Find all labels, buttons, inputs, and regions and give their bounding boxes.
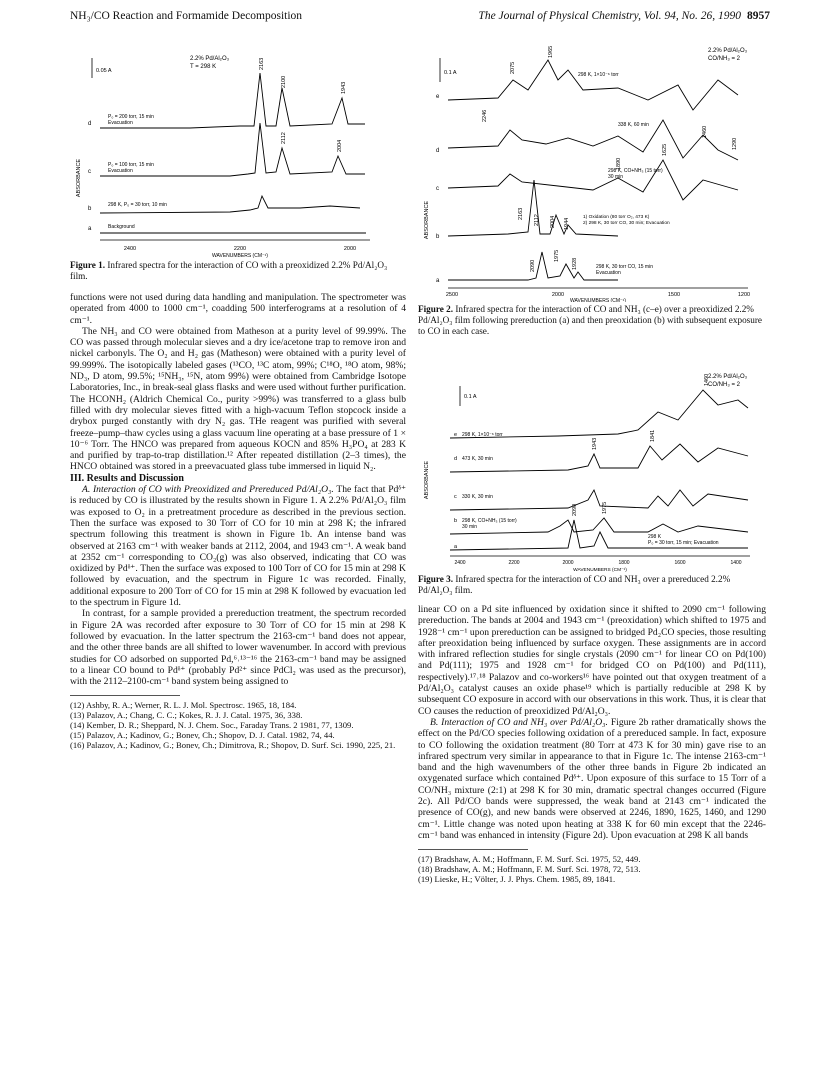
- fig2-letter-b: b: [436, 234, 440, 240]
- fig3-label-d: 473 K, 30 min: [462, 456, 493, 462]
- section-heading: III. Results and Discussion: [70, 472, 184, 484]
- fig1-label-d: P₀ = 200 torr, 15 min Evacuation: [108, 114, 154, 126]
- fig3-peak-1943: 1943: [592, 437, 598, 450]
- fig1-caption-text: Infrared spectra for the interaction of CO with a preoxidized 2.2% Pd/Al₂O₃ film.: [70, 260, 388, 281]
- fig2-trace-d: [448, 120, 738, 160]
- figure-1: [70, 48, 406, 258]
- fig3-label-b: 298 K, CO+NH₃ (15 torr) 30 min: [462, 518, 517, 530]
- fig2-peak-1975: 1975: [554, 249, 560, 262]
- fig1-letter-c: c: [88, 169, 91, 175]
- fig3-caption-num: Figure 3.: [418, 574, 454, 584]
- left-column: [70, 292, 406, 750]
- fig3-label-e: 298 K, 1×10⁻⁶ torr: [462, 432, 503, 438]
- fig1-trace-c: [100, 123, 365, 176]
- fig3-letter-b: b: [454, 518, 458, 524]
- fig1-label-c: P₀ = 100 torr, 15 min Evacuation: [108, 162, 154, 174]
- fig1-peak-2163: 2163: [259, 57, 265, 70]
- fig2-label-d: 338 K, 60 min: [618, 122, 649, 128]
- fig1-scale-label: 0.05 A: [96, 68, 112, 74]
- fig2-peak-2163: 2163: [518, 207, 524, 220]
- fig2-label-e: 298 K, 1×10⁻⁶ torr: [578, 72, 619, 78]
- fig2-trace-c: [448, 157, 738, 200]
- figure-1-caption: [70, 260, 406, 282]
- ref-17: (17) Bradshaw, A. M.; Hoffmann, F. M. Surf. Sci. 1975, 52, 449.: [418, 854, 641, 865]
- fig2-peak-1928: 1928: [572, 257, 578, 270]
- ref-19: (19) Lieske, H.; Völter, J. J. Phys. Chem. 1985, 89, 1841.: [418, 874, 616, 885]
- fig3-tick-1800: 1800: [618, 560, 630, 566]
- ref-12: (12) Ashby, R. A.; Werner, R. L. J. Mol. Spectrosc. 1965, 18, 184.: [70, 700, 297, 711]
- fig3-scale-label: 0.1 A: [464, 394, 477, 400]
- fig2-letter-a: a: [436, 278, 440, 284]
- fig2-xlabel: WAVENUMBERS (CM⁻¹): [570, 298, 626, 302]
- figure-2-caption: [418, 304, 766, 337]
- fig1-tick-2400: 2400: [123, 246, 137, 252]
- fig3-peak-1975: 1975: [602, 501, 608, 514]
- fig2-trace-e: [448, 60, 738, 110]
- fig2-peak-1890: 1890: [616, 157, 622, 170]
- fig3-letter-d: d: [454, 456, 458, 462]
- subsection-a: A. Interaction of CO with Preoxidized and Prereduced Pd/Al₂O₃.: [82, 484, 334, 496]
- fig2-peak-1944: 1944: [564, 217, 570, 230]
- right-references: [418, 854, 766, 884]
- fig2-letter-e: e: [436, 94, 440, 100]
- right-p2: B. Interaction of CO and NH₃ over Pd/Al₂O₃. Figure 2b rather dramatically shows the effect on the Pd/CO species following oxidation of a prereduced sample. In fact, exposure to CO following the oxidation treatment (80 Torr at 473 K for 30 min) gave rise to an infrared spectrum very similar in appearance to that in Figure 1c. The intense 2163-cm⁻¹ band and the high wavenumbers of the other three bands in Figure 2b indicated an oxygenated surface which contained Pdᵟ⁺. Upon exposure of this surface to 15 Torr of a CO/NH₃ mixture (2:1) at 298 K for 30 min, dramatic spectral changes occurred (Figure 2c). All Pd/CO bands were suppressed, the weak band at 2143 cm⁻¹ indicated the presence of CO(g), and new bands were observed at 2246, 1890, 1625, 1460, and 1290 cm⁻¹. Little change was noted upon heating at 338 K for 60 min except that the 2246-cm⁻¹ band was enhanced in intensity (Figure 2d). Upon evacuation at 298 K all bands: [418, 716, 766, 841]
- header-title: NH₃/CO Reaction and Formamide Decomposition: [70, 10, 303, 22]
- fig3-trace-e: [450, 390, 748, 438]
- fig1-xlabel: WAVENUMBERS (CM⁻¹): [212, 253, 268, 258]
- fig1-tick-2000: 2000: [343, 246, 357, 252]
- left-p1: functions were not used during data handling and manipulation. The spectrometer was operated from 4000 to 1000 cm⁻¹, coadding 500 interferograms at a resolution of 4 cm⁻¹.: [70, 292, 406, 326]
- figure-2: [418, 40, 766, 302]
- fig3-peak-1841: 1841: [650, 429, 656, 442]
- fig1-peak-1943: 1943: [341, 81, 347, 94]
- fig1-letter-d: d: [88, 121, 92, 127]
- fig1-tick-2200: 2200: [233, 246, 247, 252]
- fig1-letter-b: b: [88, 206, 92, 212]
- fig2-label-c: 298 K, CO+NH₃ (15 torr) 30 min: [608, 168, 663, 180]
- fig3-tick-2000: 2000: [562, 560, 574, 566]
- fig3-letter-e: e: [454, 432, 458, 438]
- fig3-peak-2090: 2090: [572, 503, 578, 516]
- fig2-tick-1200: 1200: [737, 292, 751, 298]
- subsection-b: B. Interaction of CO and NH₃ over Pd/Al₂O₃.: [430, 716, 608, 728]
- fig2-ylabel: ABSORBANCE: [424, 200, 430, 240]
- fig1-label-b: 298 K, P₀ = 30 torr, 10 min: [108, 202, 167, 208]
- fig2-peak-1625: 1625: [662, 143, 668, 156]
- fig2-peak-1460: 1460: [702, 125, 708, 138]
- fig3-ylabel: ABSORBANCE: [424, 460, 430, 500]
- left-p4: In contrast, for a sample provided a prereduction treatment, the spectrum recorded in Figure 2A was recorded after exposure to 30 Torr of CO for 15 min at 298 K followed by evacuation. In the latter spectrum the 2163-cm⁻¹ band does not appear, and the other three bands are all shifted to lower wavenumber. In accord with previous studies for CO adsorbed on supported Pd,⁶˒¹³⁻¹⁶ the 2163-cm⁻¹ band may be assigned to a linear CO bound to Pdᵟ⁺ (probably Pd²⁺ since PdCl₂ was used as the precursor), with the 2112–2100-cm⁻¹ band system being assigned to: [70, 608, 406, 688]
- ref-13: (13) Palazov, A.; Chang, C. C.; Kokes, R. J. J. Catal. 1975, 36, 338.: [70, 710, 303, 721]
- left-references: [70, 700, 406, 750]
- figure-2-plot: [418, 40, 766, 302]
- fig2-title2: CO/NH₃ = 2: [708, 56, 740, 62]
- fig2-tick-2000: 2000: [551, 292, 565, 298]
- fig3-tick-2200: 2200: [508, 560, 520, 566]
- fig1-label-a: Background: [108, 224, 135, 230]
- fig2-peak-1965: 1965: [548, 45, 554, 58]
- ref-16: (16) Palazov, A.; Kadinov, G.; Bonev, Ch.; Dimitrova, R.; Shopov, D. Surf. Sci. 1990, 225, 21.: [70, 740, 396, 751]
- fig2-trace-b: [448, 180, 618, 236]
- fig2-title1: 2.2% Pd/Al₂O₃: [708, 48, 748, 54]
- ref-15: (15) Palazov, A.; Kadinov, G.; Bonev, Ch.; Shopov, D. J. Catal. 1982, 74, 44.: [70, 730, 335, 741]
- ref-18: (18) Bradshaw, A. M.; Hoffmann, F. M. Surf. Sci. 1978, 72, 513.: [418, 864, 641, 875]
- fig2-peak-2090: 2090: [530, 259, 536, 272]
- figure-3: [418, 350, 766, 572]
- fig3-title2: CO/NH₃ = 2: [708, 382, 740, 388]
- fig3-letter-c: c: [454, 494, 457, 500]
- figure-3-caption: [418, 574, 766, 596]
- fig1-letter-a: a: [88, 226, 92, 232]
- fig3-trace-c: [450, 490, 748, 510]
- figure-3-plot: [418, 350, 766, 572]
- fig2-label-b: 1) Oxidation (80 torr O₂, 473 K) 2) 298 K, 30 torr CO, 30 min; Evacuation: [583, 215, 670, 226]
- fig3-label-c: 330 K, 30 min: [462, 494, 493, 500]
- figure-1-plot: [70, 48, 406, 258]
- fig2-caption-text: Infrared spectra for the interaction of CO and NH₃ (c–e) over a preoxidized 2.2% Pd/Al₂O₃ film following prereduction (a) and then preoxidation (b) with subsequent exposure to CO in each case.: [418, 304, 762, 336]
- footnote-rule-left: [70, 695, 180, 696]
- fig2-label-a: 298 K, 30 torr CO, 15 min Evacuation: [596, 264, 653, 276]
- page-number: 8957: [747, 10, 770, 22]
- fig3-letter-a: a: [454, 544, 458, 550]
- fig1-title2: T = 298 K: [190, 64, 217, 70]
- right-column: [418, 604, 766, 884]
- footnote-rule-right: [418, 849, 528, 850]
- running-header: [70, 10, 770, 26]
- fig2-peak-1290: 1290: [732, 137, 738, 150]
- fig3-tick-1600: 1600: [674, 560, 686, 566]
- fig3-trace-d: [450, 444, 748, 472]
- ref-14: (14) Kember, D. R.; Sheppard, N. J. Chem. Soc., Faraday Trans. 2 1981, 77, 1309.: [70, 720, 354, 731]
- fig2-peak-2075: 2075: [510, 61, 516, 74]
- right-p1: linear CO on a Pd site influenced by oxidation since it shifted to 2090 cm⁻¹ following prereduction. The bands at 2004 and 1943 cm⁻¹ (preoxidation) which shifted to 1975 and 1928⁻¹ cm⁻¹ upon prereduction can be assigned to bridged Pd₂CO species, those resulting after preoxidation being influenced by surface oxygen. These assignments are in accord with infrared reflection studies for single crystals (2090 cm⁻¹ for linear CO on Pd(100) and Pd(111); 1975 and 1928 cm⁻¹ for bridged CO on Pd(100) and Pd(111), respectively).¹⁷˒¹⁸ Palazov and co-workers¹⁶ have pointed out that oxygen treatment of a Pd/Al₂O₃ catalyst causes an oxide phase¹⁹ which is partially reducible at 298 K by subsequent CO exposure in accord with our observations in this work. Thus, it is clear that CO causes the reduction of preoxidized Pd/Al₂O₃.: [418, 604, 766, 717]
- fig2-peak-2004: 2004: [550, 215, 556, 228]
- fig2-letter-c: c: [436, 186, 439, 192]
- fig3-caption-text: Infrared spectra for the interaction of CO and NH₃ over a prereduced 2.2% Pd/Al₂O₃ film.: [418, 574, 731, 595]
- fig1-peak-2100: 2100: [281, 75, 287, 88]
- fig2-tick-1500: 1500: [667, 292, 681, 298]
- fig3-peak-1460: 1460: [704, 373, 710, 386]
- fig3-tick-1400: 1400: [730, 560, 742, 566]
- fig2-peak-2246: 2246: [482, 109, 488, 122]
- fig1-peak-2112: 2112: [281, 132, 287, 144]
- fig2-letter-d: d: [436, 148, 440, 154]
- left-p3: A. Interaction of CO with Preoxidized and Prereduced Pd/Al₂O₃. The fact that Pdᵟ⁺ is reduced by CO is illustrated by the results shown in Figure 1. A 2.2% Pd/Al₂O₃ film was exposed to O₂ in a pretreatment procedure as described in the previous section. Then the surface was exposed to 30 Torr of CO for 10 min at 298 K; the infrared spectrum following this treatment is shown in Figure 1b. An intense band was observed at 2163 cm⁻¹ with weaker bands at 2112, 2004, and 1943 cm⁻¹. A weak band at 2352 cm⁻¹ corresponding to CO₂(g) was also observed, indicating that CO was oxidized by Pdᵟ⁺. Then the surface was exposed to 100 Torr of CO for 15 min at 298 K followed by evacuation, and the spectrum in Figure 1c was recorded. Finally, additional exposure to 200 Torr of CO for 15 min at 298 K followed by evacuation led to the spectrum in Figure 1d.: [70, 484, 407, 609]
- left-p2: The NH₃ and CO were obtained from Matheson at a purity level of 99.99%. The CO was passed through molecular sieves and a dry ice/acetone trap to remove iron and nickel carbonyls. The O₂ and H₂ gas (Matheson) were obtained with a purity level of 99.999%. The isotopically labeled gases (¹³CO, ¹³C atom, 99%; C¹⁸O, ¹⁸O atom, 98%; ND₃, D atom, 99.5%; ¹⁵NH₃, ¹⁵N, atom 99%) were obtained from Cambridge Isotope Laboratories, Inc., in break-seal glass flasks and were used without further purification. The HCONH₂ (Aldrich Chemical Co., purity >99%) was transferred to a glass bulb filled with dry molecular sieves fitted with a high-vacuum Teflon stopcock inside a drybox purged constantly with dry N₂ gas. THe reagent was purified with several freeze–pump–thaw cycles using a glass vacuum line operating at a base pressure of 1 × 10⁻⁶ Torr. The HNCO was prepared from aqueous KOCN and 85% H₃PO₄ at 283 K and purified by trap-to-trap distillation.¹² After repeated distillation (2–3 times), the HNCO obtained was stored in a preevacuated glass tube immersed in liquid N₂.: [70, 325, 406, 473]
- fig2-scale-label: 0.1 A: [444, 70, 457, 76]
- fig3-label-a: 298 K P₀ = 30 torr, 15 min; Evacuation: [648, 534, 719, 546]
- fig1-caption-num: Figure 1.: [70, 260, 106, 270]
- fig3-xlabel: WAVENUMBERS (CM⁻¹): [573, 568, 627, 572]
- fig3-title1: 2.2% Pd/Al₂O₃: [708, 374, 748, 380]
- fig3-tick-2400: 2400: [454, 560, 466, 566]
- fig1-title1: 2.2% Pd/Al₂O₃: [190, 56, 230, 62]
- fig1-peak-2004: 2004: [337, 139, 343, 152]
- fig1-ylabel: ABSORBANCE: [76, 158, 82, 198]
- fig2-tick-2500: 2500: [445, 292, 459, 298]
- fig2-caption-num: Figure 2.: [418, 304, 454, 314]
- fig2-peak-2112: 2112: [534, 214, 540, 226]
- header-journal: The Journal of Physical Chemistry, Vol. 94, No. 26, 1990 8957: [478, 10, 770, 22]
